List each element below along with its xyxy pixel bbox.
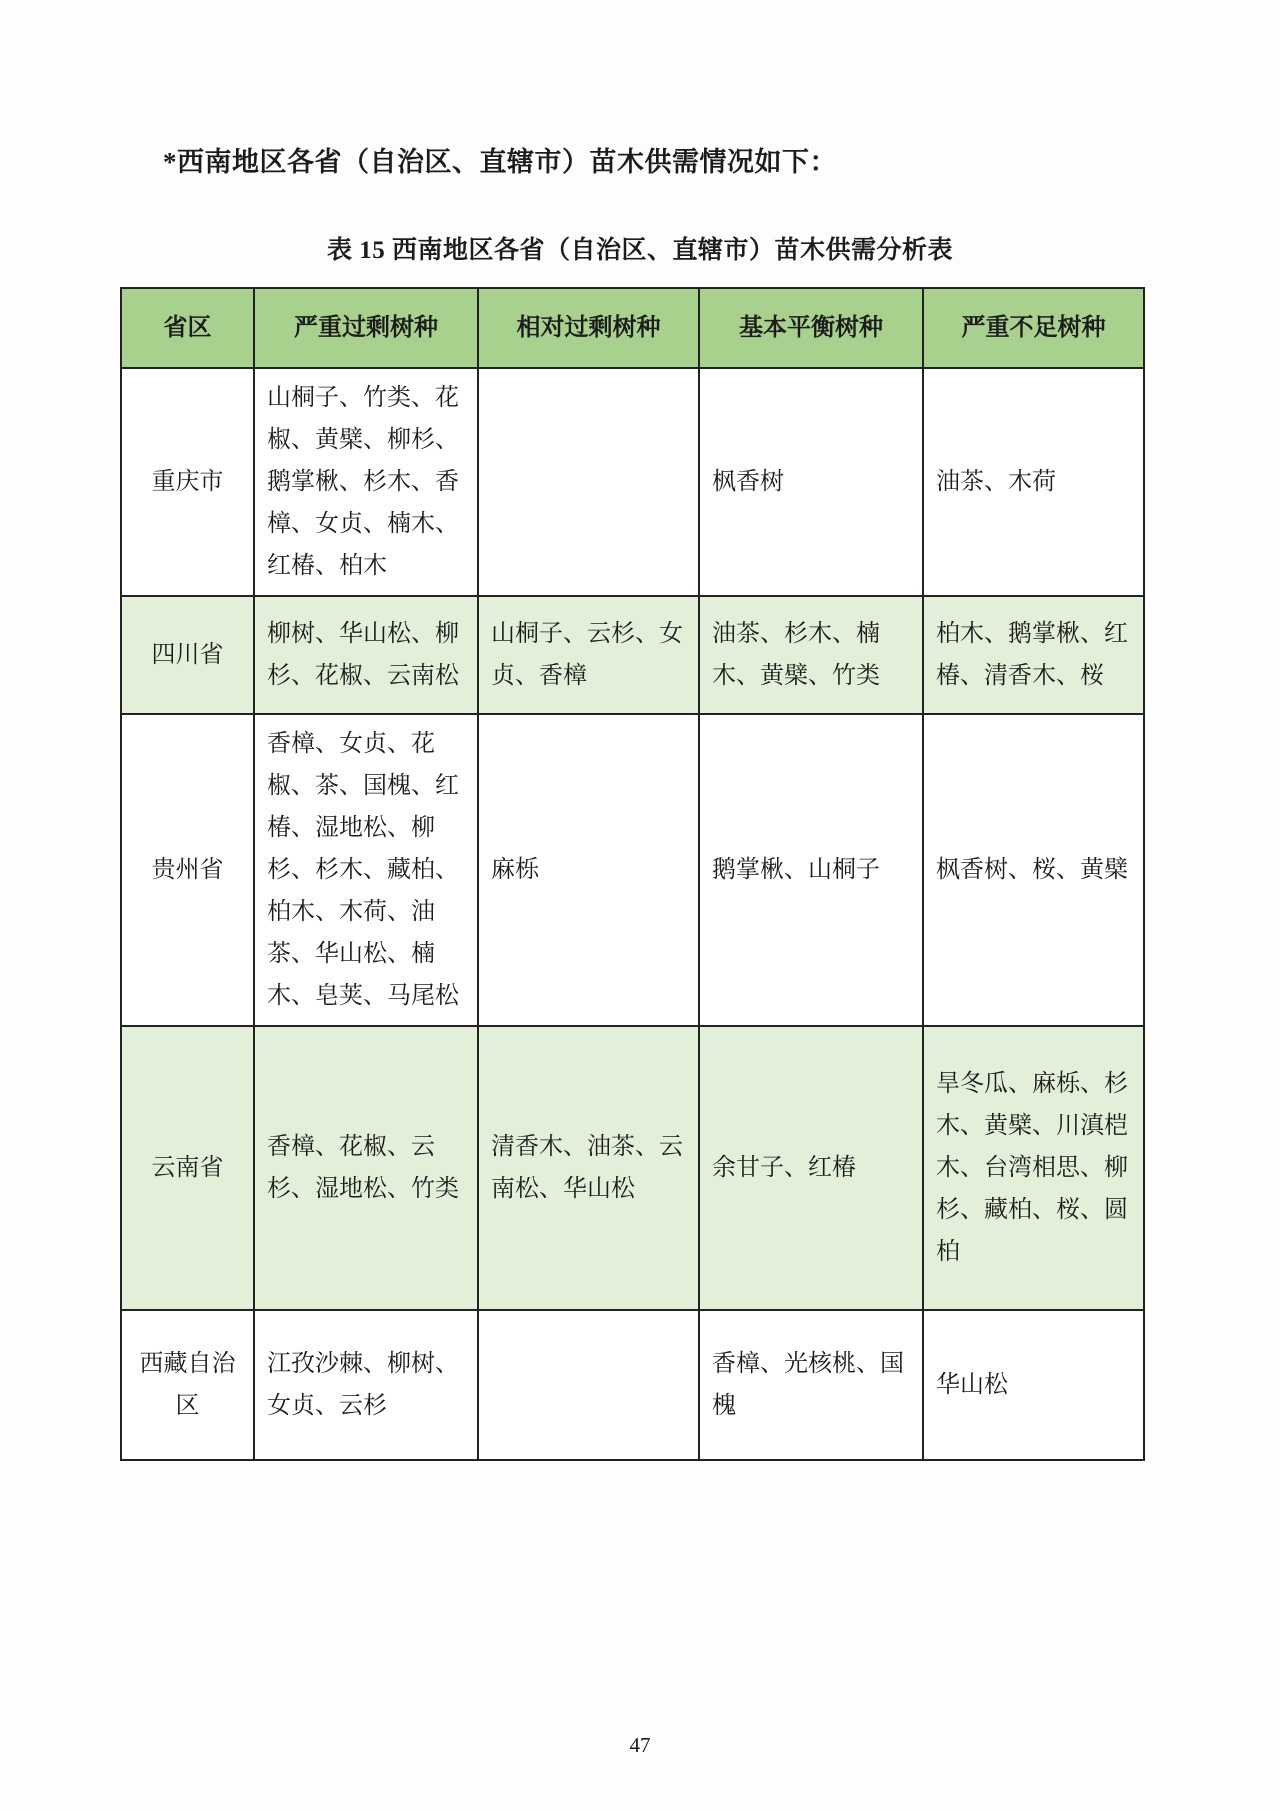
relative-surplus-cell bbox=[478, 368, 699, 596]
table-caption: 表 15 西南地区各省（自治区、直辖市）苗木供需分析表 bbox=[326, 237, 953, 264]
region-cell: 贵州省 bbox=[121, 714, 254, 1026]
balanced-cell: 枫香树 bbox=[699, 368, 923, 596]
relative-surplus-cell: 山桐子、云杉、女贞、香樟 bbox=[478, 596, 699, 714]
region-cell: 重庆市 bbox=[121, 368, 254, 596]
severe-shortage-cell: 油茶、木荷 bbox=[923, 368, 1144, 596]
severe-surplus-cell: 山桐子、竹类、花椒、黄檗、柳杉、鹅掌楸、杉木、香樟、女贞、楠木、红椿、柏木 bbox=[254, 368, 478, 596]
severe-shortage-cell: 华山松 bbox=[923, 1310, 1144, 1460]
severe-shortage-cell: 旱冬瓜、麻栎、杉木、黄檗、川滇桤木、台湾相思、柳杉、藏柏、桜、圆柏 bbox=[923, 1026, 1144, 1310]
table-header-row bbox=[121, 288, 1144, 368]
severe-surplus-cell: 香樟、女贞、花椒、茶、国槐、红椿、湿地松、柳杉、杉木、藏柏、柏木、木荷、油茶、华山松、楠木、皂荚、马尾松 bbox=[254, 714, 478, 1026]
region-cell: 云南省 bbox=[121, 1026, 254, 1310]
section-heading: *西南地区各省（自治区、直辖市）苗木供需情况如下： bbox=[163, 147, 837, 177]
region-cell: 西藏自治区 bbox=[121, 1310, 254, 1460]
severe-surplus-cell: 柳树、华山松、柳杉、花椒、云南松 bbox=[254, 596, 478, 714]
column-header-severe-shortage: 严重不足树种 bbox=[923, 288, 1144, 368]
column-header-relative-surplus: 相对过剩树种 bbox=[478, 288, 699, 368]
region-cell: 四川省 bbox=[121, 596, 254, 714]
relative-surplus-cell: 清香木、油茶、云南松、华山松 bbox=[478, 1026, 699, 1310]
column-header-balanced: 基本平衡树种 bbox=[699, 288, 923, 368]
balanced-cell: 香樟、光核桃、国槐 bbox=[699, 1310, 923, 1460]
severe-surplus-cell: 江孜沙棘、柳树、女贞、云杉 bbox=[254, 1310, 478, 1460]
balanced-cell: 鹅掌楸、山桐子 bbox=[699, 714, 923, 1026]
balanced-cell: 余甘子、红椿 bbox=[699, 1026, 923, 1310]
table-row bbox=[121, 714, 1144, 1026]
seedling-supply-table bbox=[120, 287, 1145, 1461]
table-row bbox=[121, 368, 1144, 596]
severe-shortage-cell: 枫香树、桜、黄檗 bbox=[923, 714, 1144, 1026]
table-row bbox=[121, 1026, 1144, 1310]
relative-surplus-cell: 麻栎 bbox=[478, 714, 699, 1026]
column-header-severe-surplus: 严重过剩树种 bbox=[254, 288, 478, 368]
severe-surplus-cell: 香樟、花椒、云杉、湿地松、竹类 bbox=[254, 1026, 478, 1310]
relative-surplus-cell bbox=[478, 1310, 699, 1460]
severe-shortage-cell: 柏木、鹅掌楸、红椿、清香木、桜 bbox=[923, 596, 1144, 714]
page-number: 47 bbox=[629, 1733, 651, 1757]
table-row bbox=[121, 596, 1144, 714]
column-header-region: 省区 bbox=[121, 288, 254, 368]
table-row bbox=[121, 1310, 1144, 1460]
balanced-cell: 油茶、杉木、楠木、黄檗、竹类 bbox=[699, 596, 923, 714]
